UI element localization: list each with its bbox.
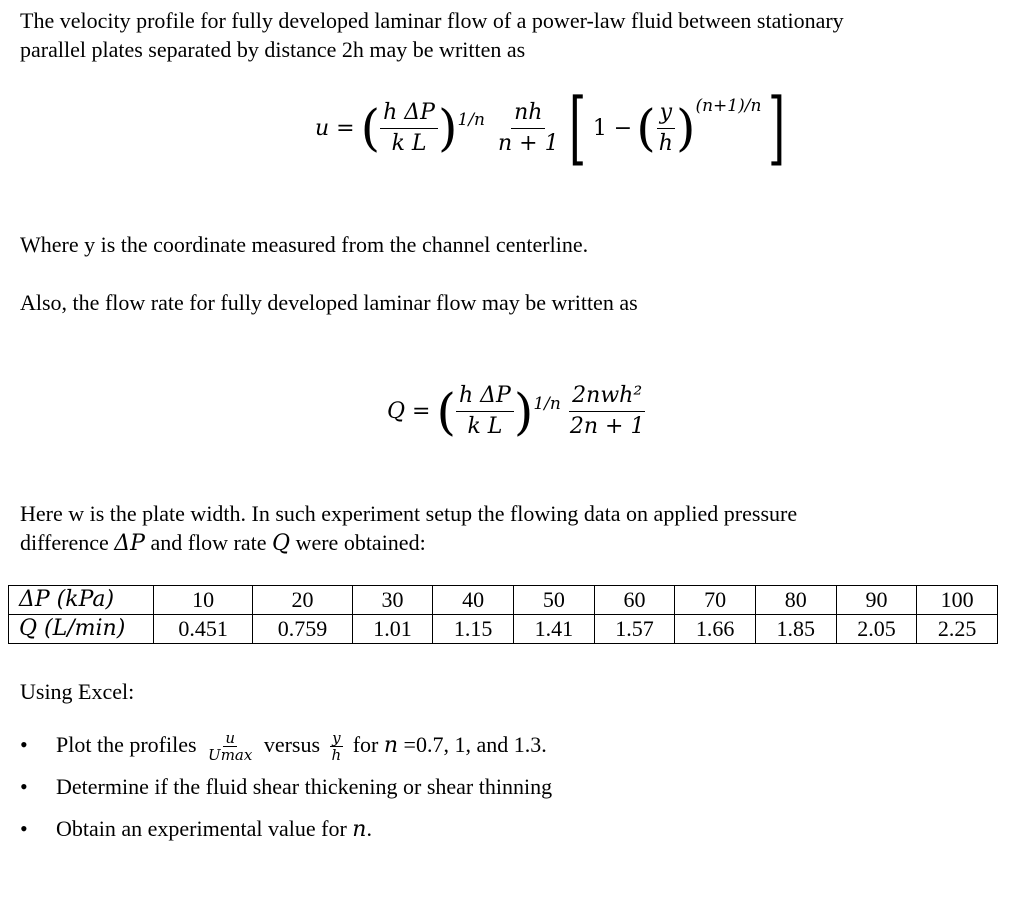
table-row-flow xyxy=(9,615,998,644)
h-dp-over-k-l: $\frac{\text{h ΔP}}{\text{k L}}$ xyxy=(380,100,438,157)
table-cell: 40 xyxy=(433,586,514,615)
exponent-1-over-n: 1/n xyxy=(457,110,485,130)
velocity-equation: u = ( $\frac{\text{h ΔP}}{\text{k L}}$ ) $^{1/n}$ $\frac{nh}{n + 1}$ [ 1 − ( $\frac{y}{h}$ ) $^{(n+1)/n}$ ] xyxy=(315,81,786,174)
y-over-h: $\frac{y}{h}$ xyxy=(656,100,676,157)
table-cell: 1.15 xyxy=(433,615,514,644)
exponent-n-plus-1-over-n: (n+1)/n xyxy=(695,96,762,116)
table-cell: 10 xyxy=(154,586,253,615)
table-cell: 90 xyxy=(836,586,917,615)
q-lhs: Q = xyxy=(387,399,431,424)
where-text: Where y is the coordinate measured from the channel centerline. xyxy=(20,232,589,257)
table-cell: 1.01 xyxy=(352,615,433,644)
table-cell: 2.05 xyxy=(836,615,917,644)
table-row-pressure xyxy=(9,586,998,615)
table-cell: 1.66 xyxy=(675,615,756,644)
table-cell: 30 xyxy=(352,586,433,615)
table-cell: 50 xyxy=(514,586,595,615)
nh-over-n-plus-1: $\frac{nh}{n + 1}$ xyxy=(498,99,559,156)
intro-line-2: parallel plates separated by distance 2h may be written as xyxy=(20,37,526,62)
row-label-flow: Q (L/min) xyxy=(9,615,154,644)
table-cell: 2.25 xyxy=(917,615,998,644)
table-cell: 100 xyxy=(917,586,998,615)
task-list xyxy=(20,730,552,856)
table-cell: 70 xyxy=(675,586,756,615)
using-excel-heading: Using Excel: xyxy=(20,679,135,704)
table-cell: 0.759 xyxy=(253,615,352,644)
here-line-2: difference ΔP and flow rate Q were obtained: xyxy=(20,530,426,556)
task-plot-profiles: • Plot the profiles $\frac{u}{Umax}$ versus $\frac{y}{h}$ for n =0.7, 1, and 1.3. xyxy=(20,729,547,765)
u-over-umax: $\frac{u}{Umax}$ xyxy=(208,729,253,765)
task-experimental-n: • Obtain an experimental value for n. xyxy=(20,816,372,842)
table-cell: 1.85 xyxy=(755,615,836,644)
one-minus: 1 − xyxy=(592,115,633,141)
y-over-h-small: $\frac{y}{h}$ xyxy=(331,729,342,765)
task-shear-behaviour: • Determine if the fluid shear thickening or shear thinning xyxy=(20,774,553,799)
table-cell: 60 xyxy=(594,586,675,615)
pressure-flow-table xyxy=(8,585,998,644)
table-cell: 20 xyxy=(253,586,352,615)
row-label-pressure: ΔP (kPa) xyxy=(9,586,154,615)
table-cell: 0.451 xyxy=(154,615,253,644)
table-cell: 80 xyxy=(755,586,836,615)
flow-rate-equation: Q = ( $\frac{\text{h ΔP}}{\text{k L}}$ ) $^{1/n}$ $\frac{\text{2nwh²}}{2n + 1}$ xyxy=(387,383,647,440)
intro-line-1: The velocity profile for fully developed laminar flow of a power-law fluid between stationary xyxy=(20,8,844,33)
u-lhs: u = xyxy=(315,115,355,141)
here-line-1: Here w is the plate width. In such experiment setup the flowing data on applied pressure xyxy=(20,501,798,526)
table-cell: 1.57 xyxy=(594,615,675,644)
2nwh2-over-2n-plus-1: $\frac{\text{2nwh²}}{2n + 1}$ xyxy=(569,383,645,439)
h-dp-over-k-l: $\frac{\text{h ΔP}}{\text{k L}}$ xyxy=(456,383,514,440)
also-text: Also, the flow rate for fully developed laminar flow may be written as xyxy=(20,290,638,315)
table-cell: 1.41 xyxy=(514,615,595,644)
exponent-1-over-n: 1/n xyxy=(533,393,561,414)
